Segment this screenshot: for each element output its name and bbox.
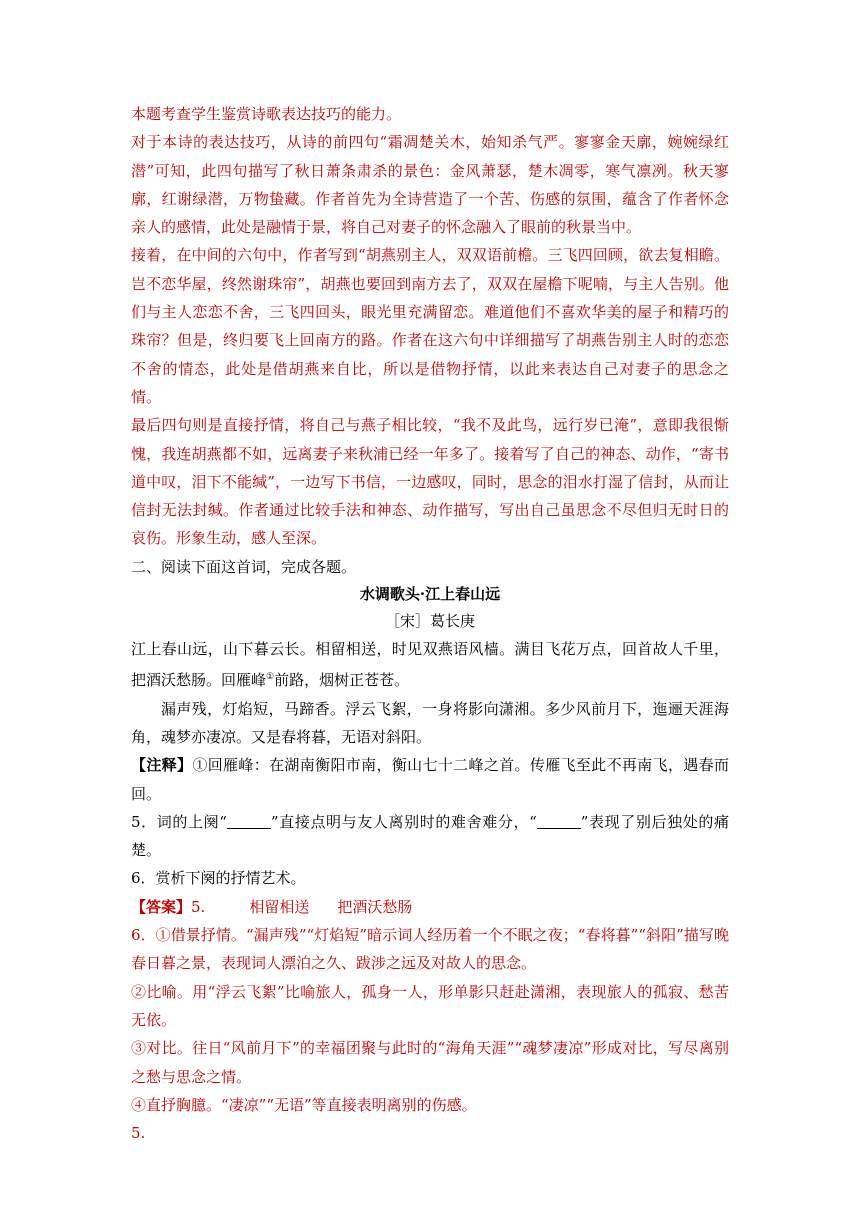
analysis-paragraph-1: 对于本诗的表达技巧，从诗的前四句“霜凋楚关木，始知杀气严。寥寥金天廓，婉婉绿红潜”可知，此四句描写了秋日萧条肃杀的景色：金风萧瑟，楚木凋零，寒气凛冽。秋天寥廓，红谢绿潜，万物蛰藏。作者首先为全诗营造了一个苦、伤感的氛围，蕴含了作者怀念亲人的感情，此处是融情于景，将自己对妻子的怀念融入了眼前的秋景当中。: [131, 133, 729, 237]
answer-5-first: 相留相送: [249, 897, 310, 916]
answer-6-point-4: ④直抒胸臆。“凄凉”“无语”等直接表明离别的伤感。: [131, 1095, 477, 1114]
question-5-text-a: 5．词的上阕“: [131, 812, 227, 831]
answer-blank-2: [537, 814, 581, 829]
analysis-paragraph-3: 最后四句则是直接抒情，将自己与燕子相比较，“我不及此鸟，远行岁已淹”，意即我很惭愧，我连胡燕都不如，远离妻子来秋浦已经一年多了。接着写了自己的神态、动作，“寄书道中叹，泪下不能缄”，一边写下书信，一边感叹，同时，思念的泪水打湿了信封，从而让信封无法封缄。作者通过比较手法和神态、动作描写，写出自己虽思念不尽但归无时日的哀伤。形象生动，感人至深。: [131, 416, 729, 548]
answer-6-point-1: 6．①借景抒情。“漏声残”“灯焰短”暗示词人经历着一个不眠之夜；“春将暮”“斜阳”描写晚春日暮之景，表现词人漂泊之久、跋涉之远及对故人的思念。: [131, 926, 729, 973]
answer-tail: 5.: [131, 1124, 146, 1143]
answer-blank-1: [227, 814, 271, 829]
note-label: 【注释】: [131, 756, 193, 775]
answer-5: [131, 893, 729, 921]
footnote-marker: ①: [266, 672, 275, 683]
analysis-paragraph-2: 接着，在中间的六句中，作者写到“胡燕别主人，双双语前檐。三飞四回顾，欲去复相瞻。岂不恋华屋，终然谢珠帘”，胡燕也要回到南方去了，双双在屋檐下呢喃，与主人告别。他们与主人恋恋不舍，三飞四回头，眼光里充满留恋。难道他们不喜欢华美的屋子和精巧的珠帘？但是，终归要飞上回南方的路。作者在这六句中详细描写了胡燕告别主人时的恋恋不舍的情态，此处是借胡燕来自比，所以是借物抒情，以此来表达自己对妻子的思念之情。: [131, 246, 729, 406]
question-5-text-b: ”直接点明与友人离别时的难舍难分，“: [270, 812, 537, 831]
answer-6-point-3: ③对比。往日“风前月下”的幸福团聚与此时的“海角天涯”“魂梦凄凉”形成对比，写尽离别之愁与思念之情。: [131, 1039, 729, 1086]
document-page: [131, 100, 729, 1147]
poem-stanza-1-text-b: 前路，烟树正苍苍。: [274, 671, 410, 690]
poem-stanza-1-text-a: 江上春山远，山下暮云长。相留相送，时见双燕语风樯。满目飞花万点，回首故人千里，把酒沃愁肠。回雁峰: [131, 640, 729, 690]
poem-author: ［宋］葛长庚: [384, 612, 475, 631]
answer-6-point-2: ②比喻。用“浮云飞絮”比喻旅人，孤身一人，形单影只赶赴潇湘，表现旅人的孤寂、愁苦无依。: [131, 982, 729, 1029]
poem-note: [131, 751, 729, 808]
poem-stanza-1: [131, 635, 729, 695]
question-5-text-c: ”表现了别后独处的痛楚。: [131, 812, 729, 860]
answer-5-number: 5.: [191, 897, 206, 916]
answer-5-second: 把酒沃愁肠: [337, 897, 413, 916]
note-text: ①回雁峰：在湖南衡阳市南，衡山七十二峰之首。传雁飞至此不再南飞，遇春而回。: [131, 756, 729, 803]
poem-stanza-2: 漏声残，灯焰短，马蹄香。浮云飞絮，一身将影向潇湘。多少风前月下，迤逦天涯海角，魂梦亦凄凉。又是春将暮，无语对斜阳。: [131, 699, 729, 746]
answer-label: 【答案】: [131, 897, 192, 916]
section-heading: 二、阅读下面这首词，完成各题。: [131, 557, 357, 576]
question-5: [131, 808, 729, 865]
analysis-intro: 本题考查学生鉴赏诗歌表达技巧的能力。: [131, 105, 402, 123]
question-6: 6．赏析下阕的抒情艺术。: [131, 869, 306, 888]
poem-title: 水调歌头·江上春山远: [359, 585, 501, 604]
